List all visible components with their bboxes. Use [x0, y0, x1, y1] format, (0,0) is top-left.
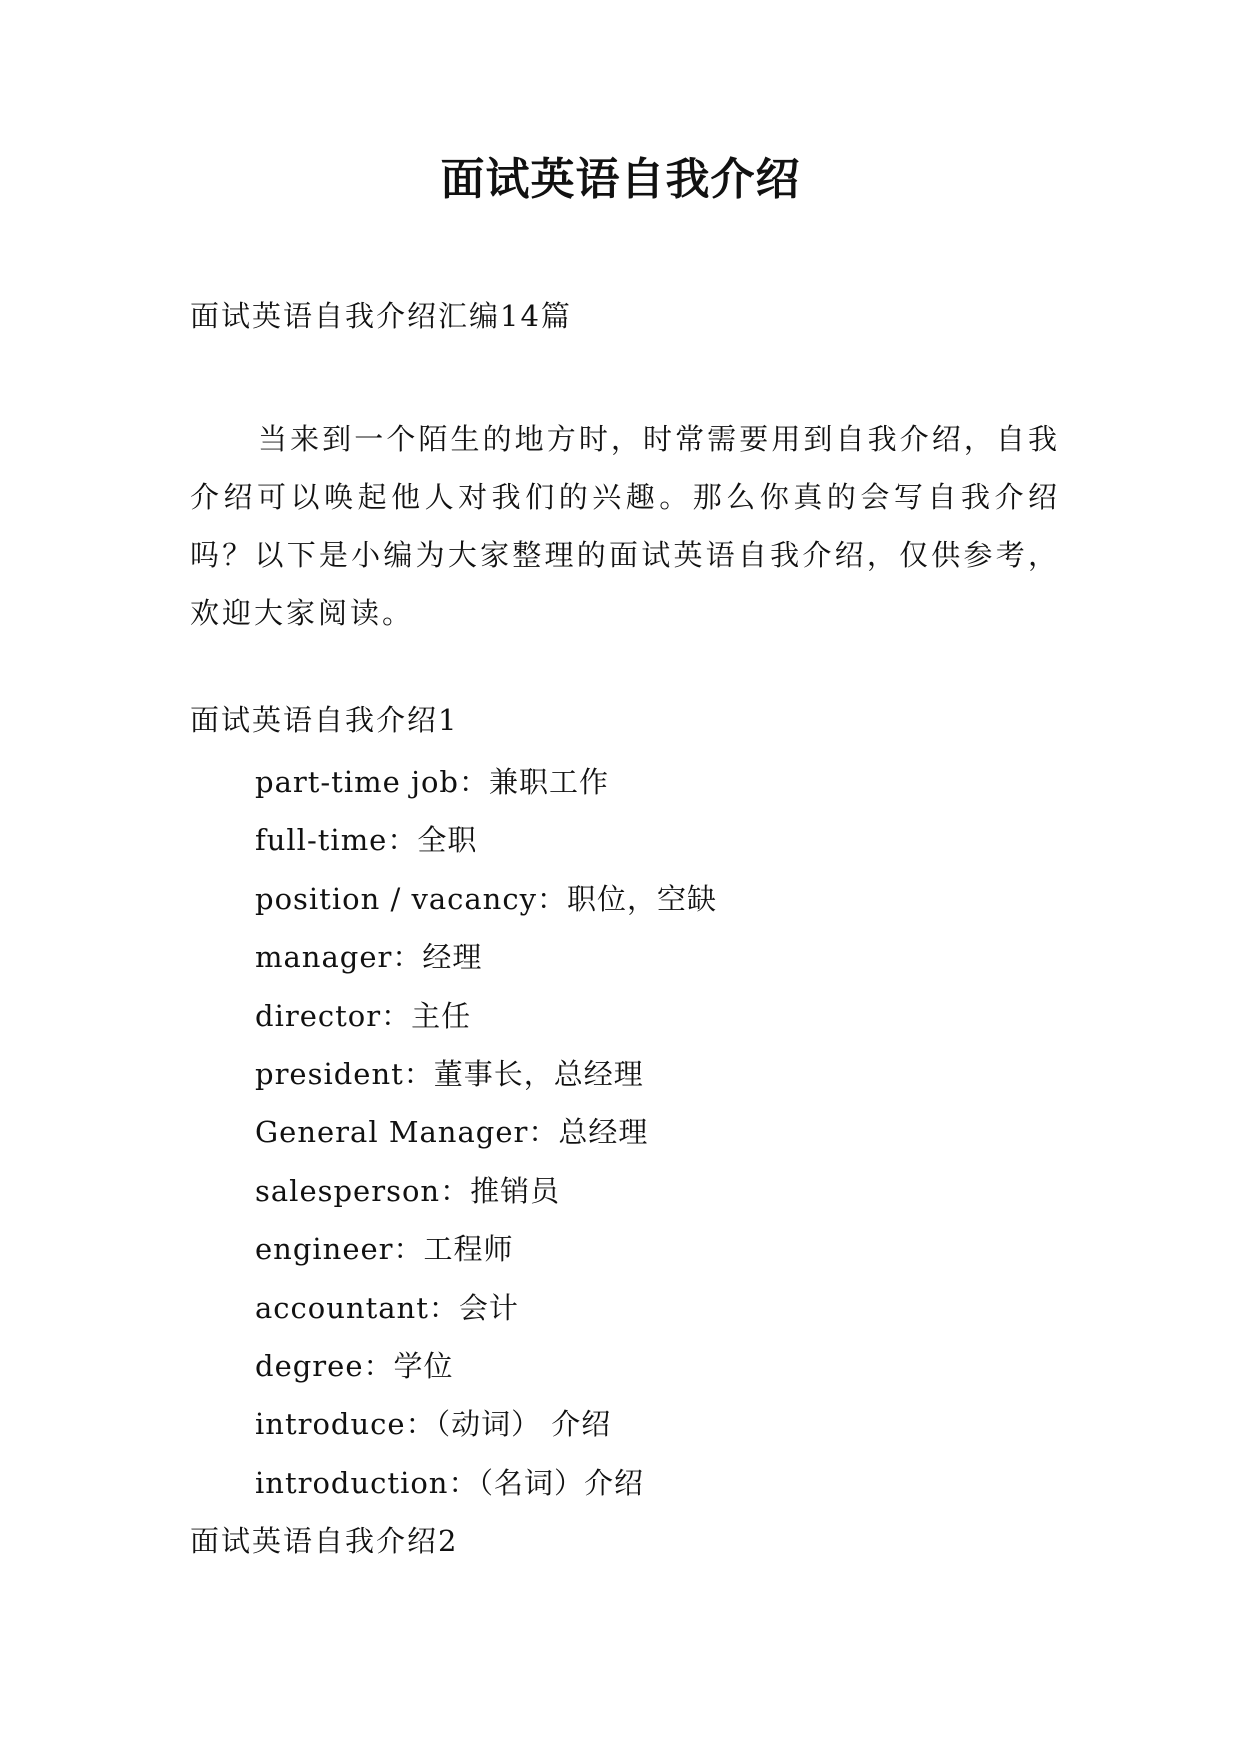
vocabulary-list	[255, 762, 717, 1521]
vocab-item: introduction：（名词）介绍	[255, 1465, 644, 1500]
vocab-item: salesperson：推销员	[255, 1173, 561, 1208]
vocab-item: part-time job：兼职工作	[255, 765, 609, 799]
vocab-item: accountant：会计	[255, 1290, 519, 1325]
section-heading-2: 面试英语自我介绍2	[190, 1524, 459, 1558]
intro-paragraph: 当来到一个陌生的地方时，时常需要用到自我介绍，自我介绍可以唤起他人对我们的兴趣。那么你真的会写自我介绍吗？以下是小编为大家整理的面试英语自我介绍，仅供参考，欢迎大家阅读。	[190, 422, 1060, 630]
document-title: 面试英语自我介绍	[440, 154, 801, 205]
vocab-item: degree：学位	[255, 1348, 454, 1383]
vocab-item: engineer：工程师	[255, 1232, 514, 1267]
vocab-item: position / vacancy：职位，空缺	[255, 881, 717, 916]
section-heading-1: 面试英语自我介绍1	[190, 703, 459, 737]
vocab-item: president：董事长，总经理	[255, 1056, 644, 1091]
vocab-item: director：主任	[255, 998, 472, 1033]
document-subtitle: 面试英语自我介绍汇编14篇	[190, 299, 572, 333]
vocab-item: introduce：（动词） 介绍	[255, 1407, 612, 1442]
vocab-item: full-time：全职	[255, 823, 478, 858]
vocab-item: General Manager：总经理	[255, 1115, 649, 1150]
vocab-item: manager：经理	[255, 940, 483, 975]
